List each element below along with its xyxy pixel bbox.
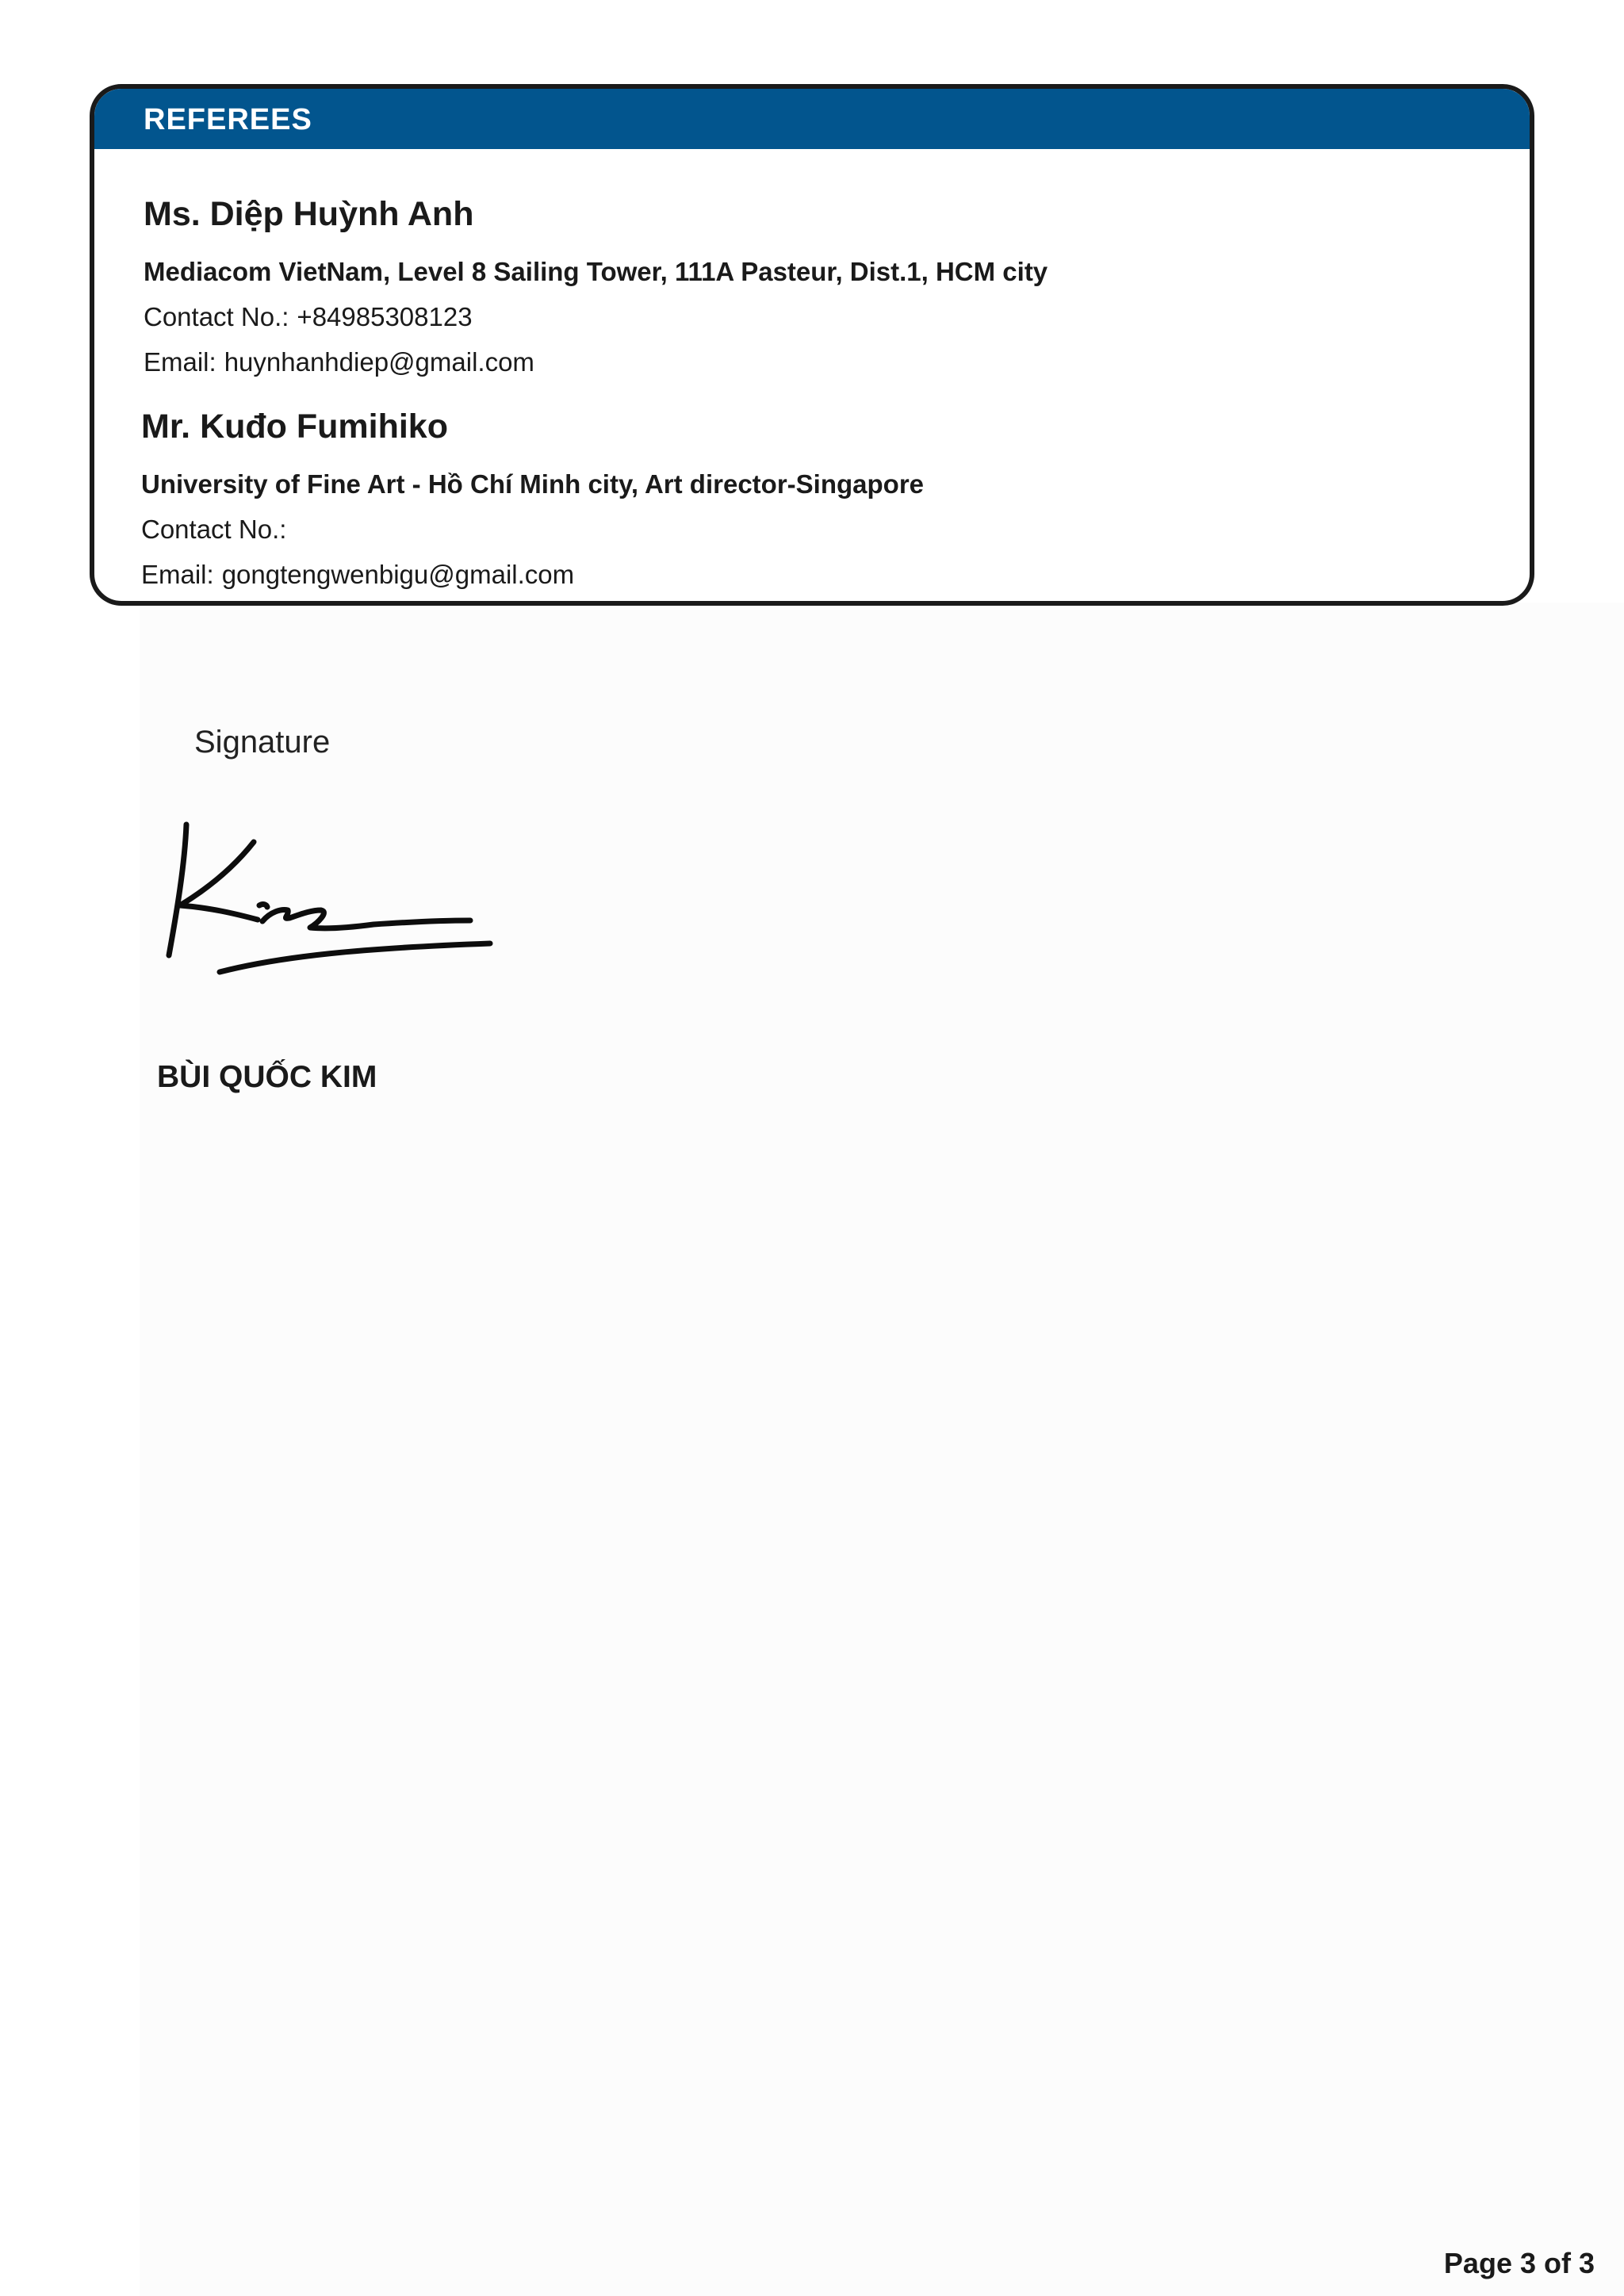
email-address: huynhanhdiep@gmail.com [224, 347, 534, 377]
contact-number: +84985308123 [297, 302, 473, 331]
contact-label: Contact No.: [144, 302, 289, 331]
referee-organization: University of Fine Art - Hồ Chí Minh city, Art director-Singapore [141, 469, 925, 499]
contact-label: Contact No.: [141, 515, 287, 544]
email-address: gongtengwenbigu@gmail.com [221, 560, 575, 589]
referee-name: Ms. Diệp Huỳnh Anh [144, 195, 474, 233]
referee-email [144, 349, 1048, 375]
referees-section [90, 84, 1534, 606]
referees-title: REFEREES [144, 103, 312, 136]
signature-label: Signature [194, 725, 331, 760]
email-label: Email: [144, 347, 216, 377]
referee-name: Mr. Kuđo Fumihiko [141, 408, 448, 446]
signer-name: BÙI QUỐC KIM [157, 1060, 377, 1094]
referee-organization: Mediacom VietNam, Level 8 Sailing Tower, 111A Pasteur, Dist.1, HCM city [144, 257, 1048, 286]
referee-contact [144, 304, 1048, 330]
referee-card [141, 410, 924, 587]
referee-contact [141, 516, 924, 542]
email-label: Email: [141, 560, 214, 589]
handwritten-signature [155, 817, 504, 979]
referees-header-bar [94, 89, 1530, 149]
page-number: Page 3 of 3 [1443, 2247, 1595, 2279]
referee-email [141, 561, 924, 587]
referee-card [144, 197, 1048, 375]
